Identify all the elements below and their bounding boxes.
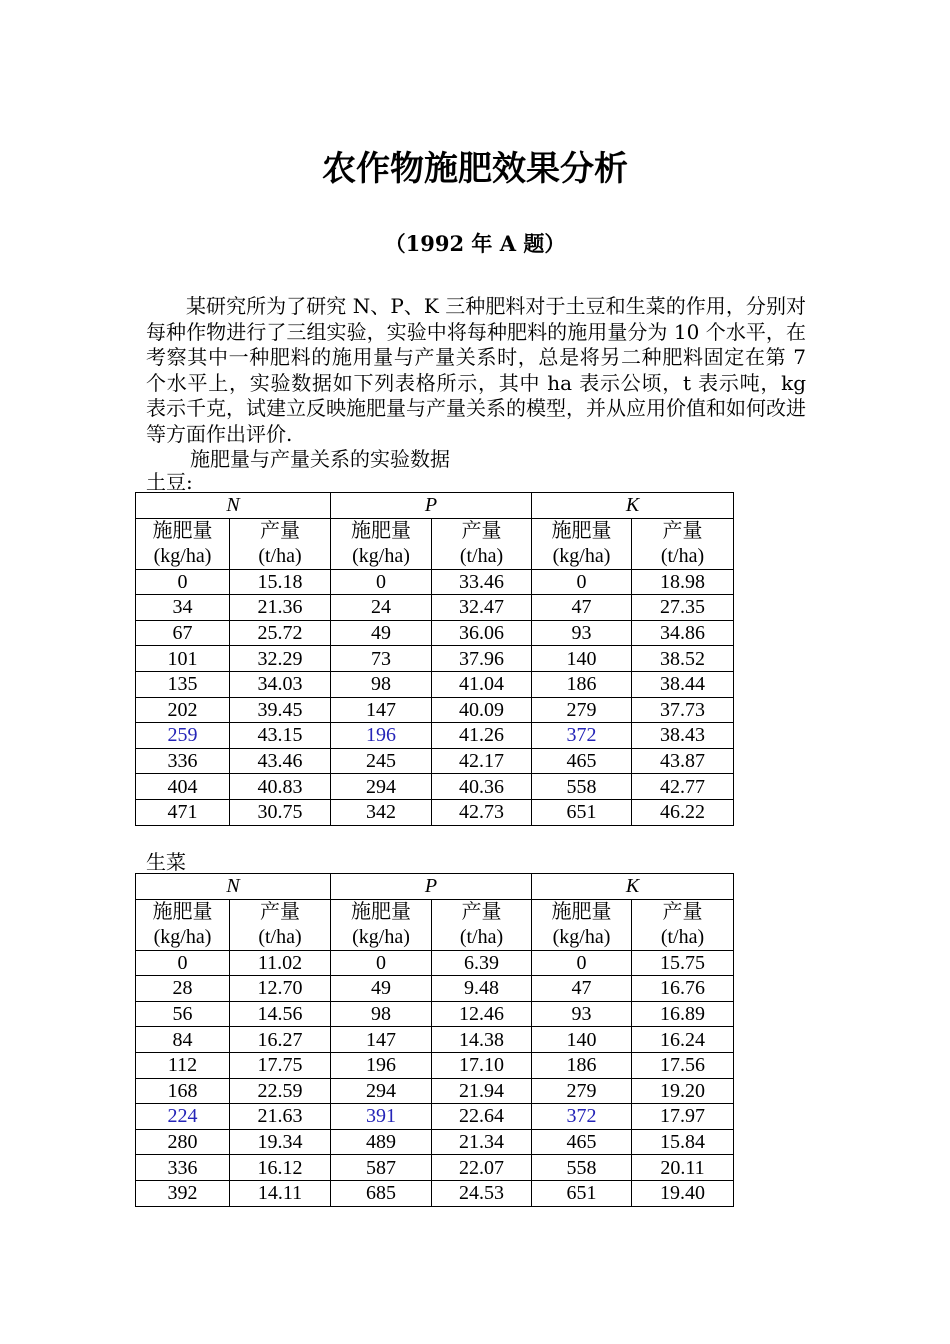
- yield-cell: 36.06: [432, 620, 532, 646]
- data-caption: 施肥量与产量关系的实验数据: [190, 447, 450, 471]
- amount-cell: 202: [136, 697, 230, 723]
- amount-cell: 342: [331, 799, 432, 825]
- yield-cell: 15.75: [632, 950, 734, 976]
- amount-cell: 0: [532, 569, 632, 595]
- yield-cell: 12.46: [432, 1001, 532, 1027]
- yield-header-label: 产量: [662, 519, 703, 542]
- table-row: [136, 1052, 734, 1078]
- yield-cell: 21.34: [432, 1129, 532, 1155]
- amount-cell: 47: [532, 976, 632, 1002]
- amount-cell: 98: [331, 671, 432, 697]
- yield-cell: 24.53: [432, 1180, 532, 1206]
- yield-header: [432, 518, 532, 569]
- amount-cell: 685: [331, 1180, 432, 1206]
- table-row: [136, 950, 734, 976]
- yield-cell: 27.35: [632, 595, 734, 621]
- table-row: [136, 671, 734, 697]
- amount-header-unit: (kg/ha): [552, 544, 611, 567]
- yield-cell: 17.97: [632, 1104, 734, 1130]
- amount-header-unit: (kg/ha): [153, 925, 212, 948]
- amount-cell: 372: [532, 1104, 632, 1130]
- group-header-p: P: [331, 493, 532, 519]
- yield-cell: 40.36: [432, 774, 532, 800]
- amount-cell: 93: [532, 1001, 632, 1027]
- potato-label: 土豆:: [146, 470, 193, 494]
- amount-cell: 259: [136, 723, 230, 749]
- amount-header: [532, 518, 632, 569]
- amount-header-label: 施肥量: [351, 519, 411, 542]
- amount-cell: 49: [331, 620, 432, 646]
- amount-header-unit: (kg/ha): [552, 925, 611, 948]
- yield-cell: 34.03: [230, 671, 331, 697]
- yield-header-label: 产量: [662, 900, 703, 923]
- yield-header-unit: (t/ha): [660, 544, 705, 567]
- yield-cell: 14.38: [432, 1027, 532, 1053]
- yield-cell: 42.17: [432, 748, 532, 774]
- table-row: [136, 646, 734, 672]
- table-row: [136, 569, 734, 595]
- amount-cell: 392: [136, 1180, 230, 1206]
- yield-cell: 16.89: [632, 1001, 734, 1027]
- yield-cell: 42.73: [432, 799, 532, 825]
- amount-cell: 28: [136, 976, 230, 1002]
- amount-header-label: 施肥量: [551, 519, 612, 542]
- yield-header-label: 产量: [461, 900, 502, 923]
- table-row: [136, 1027, 734, 1053]
- amount-cell: 651: [532, 799, 632, 825]
- amount-cell: 280: [136, 1129, 230, 1155]
- yield-header-unit: (t/ha): [660, 925, 705, 948]
- column-header-row: [136, 899, 734, 950]
- table-row: [136, 620, 734, 646]
- table-row: [136, 1104, 734, 1130]
- yield-cell: 43.15: [230, 723, 331, 749]
- amount-cell: 168: [136, 1078, 230, 1104]
- yield-cell: 32.47: [432, 595, 532, 621]
- group-header-row: [136, 874, 734, 900]
- potato-table: [135, 492, 734, 826]
- yield-header: [632, 899, 734, 950]
- yield-cell: 41.26: [432, 723, 532, 749]
- table-row: [136, 1129, 734, 1155]
- table-row: [136, 774, 734, 800]
- amount-cell: 140: [532, 1027, 632, 1053]
- group-header-k: K: [532, 493, 734, 519]
- yield-cell: 22.07: [432, 1155, 532, 1181]
- yield-cell: 42.77: [632, 774, 734, 800]
- table-row: [136, 1001, 734, 1027]
- amount-cell: 84: [136, 1027, 230, 1053]
- amount-cell: 112: [136, 1052, 230, 1078]
- amount-cell: 0: [136, 950, 230, 976]
- yield-cell: 17.75: [230, 1052, 331, 1078]
- amount-header: [532, 899, 632, 950]
- amount-cell: 489: [331, 1129, 432, 1155]
- group-header-n: N: [136, 493, 331, 519]
- amount-cell: 0: [331, 569, 432, 595]
- amount-cell: 67: [136, 620, 230, 646]
- yield-cell: 38.43: [632, 723, 734, 749]
- yield-cell: 39.45: [230, 697, 331, 723]
- amount-header: [331, 899, 432, 950]
- amount-cell: 140: [532, 646, 632, 672]
- amount-cell: 587: [331, 1155, 432, 1181]
- yield-header-unit: (t/ha): [258, 925, 302, 948]
- yield-cell: 17.56: [632, 1052, 734, 1078]
- yield-cell: 30.75: [230, 799, 331, 825]
- yield-cell: 21.63: [230, 1104, 331, 1130]
- amount-cell: 558: [532, 1155, 632, 1181]
- yield-cell: 22.59: [230, 1078, 331, 1104]
- yield-cell: 14.11: [230, 1180, 331, 1206]
- yield-cell: 11.02: [230, 950, 331, 976]
- yield-header: [230, 518, 331, 569]
- table-row: [136, 697, 734, 723]
- yield-cell: 19.34: [230, 1129, 331, 1155]
- amount-cell: 24: [331, 595, 432, 621]
- amount-cell: 147: [331, 1027, 432, 1053]
- yield-cell: 16.27: [230, 1027, 331, 1053]
- amount-cell: 49: [331, 976, 432, 1002]
- amount-header-label: 施肥量: [351, 900, 411, 923]
- problem-statement: [146, 294, 806, 448]
- table-row: [136, 723, 734, 749]
- yield-header-label: 产量: [260, 900, 300, 923]
- yield-header-label: 产量: [461, 519, 502, 542]
- yield-cell: 16.24: [632, 1027, 734, 1053]
- yield-cell: 21.94: [432, 1078, 532, 1104]
- group-header-n: N: [136, 874, 331, 900]
- amount-cell: 245: [331, 748, 432, 774]
- page-subtitle: （1992 年 A 题）: [384, 231, 566, 256]
- amount-cell: 279: [532, 697, 632, 723]
- yield-header: [230, 899, 331, 950]
- yield-cell: 25.72: [230, 620, 331, 646]
- amount-cell: 465: [532, 1129, 632, 1155]
- yield-header-unit: (t/ha): [258, 544, 302, 567]
- amount-cell: 186: [532, 671, 632, 697]
- amount-cell: 391: [331, 1104, 432, 1130]
- amount-header-label: 施肥量: [152, 900, 213, 923]
- amount-header-unit: (kg/ha): [352, 544, 410, 567]
- group-header-p: P: [331, 874, 532, 900]
- yield-header-label: 产量: [260, 519, 300, 542]
- amount-header-label: 施肥量: [152, 519, 213, 542]
- group-header-k: K: [532, 874, 734, 900]
- amount-cell: 294: [331, 774, 432, 800]
- amount-cell: 224: [136, 1104, 230, 1130]
- amount-cell: 101: [136, 646, 230, 672]
- yield-cell: 40.09: [432, 697, 532, 723]
- amount-cell: 196: [331, 1052, 432, 1078]
- amount-cell: 471: [136, 799, 230, 825]
- amount-cell: 336: [136, 748, 230, 774]
- group-header-row: [136, 493, 734, 519]
- yield-cell: 19.20: [632, 1078, 734, 1104]
- amount-cell: 465: [532, 748, 632, 774]
- amount-cell: 196: [331, 723, 432, 749]
- yield-cell: 21.36: [230, 595, 331, 621]
- yield-cell: 22.64: [432, 1104, 532, 1130]
- page-title: 农作物施肥效果分析: [322, 149, 628, 189]
- amount-cell: 372: [532, 723, 632, 749]
- yield-cell: 37.73: [632, 697, 734, 723]
- yield-cell: 17.10: [432, 1052, 532, 1078]
- yield-cell: 15.18: [230, 569, 331, 595]
- amount-cell: 98: [331, 1001, 432, 1027]
- yield-header-unit: (t/ha): [459, 544, 504, 567]
- amount-header-label: 施肥量: [551, 900, 612, 923]
- amount-cell: 294: [331, 1078, 432, 1104]
- yield-cell: 43.46: [230, 748, 331, 774]
- problem-paragraph: 某研究所为了研究 N、P、K 三种肥料对于土豆和生菜的作用，分别对每种作物进行了三组实验，实验中将每种肥料的施用量分为 10 个水平，在考察其中一种肥料的施用量与产量关系时，总是将另二种肥料固定在第 7 个水平上，实验数据如下列表格所示，其中 ha 表示公顷，t 表示吨，kg 表示千克，试建立反映施肥量与产量关系的模型，并从应用价值和如何改进等方面作出评价.: [146, 294, 806, 446]
- amount-cell: 47: [532, 595, 632, 621]
- yield-cell: 18.98: [632, 569, 734, 595]
- yield-cell: 38.44: [632, 671, 734, 697]
- amount-header: [331, 518, 432, 569]
- yield-cell: 33.46: [432, 569, 532, 595]
- yield-cell: 34.86: [632, 620, 734, 646]
- table-row: [136, 799, 734, 825]
- table-row: [136, 1180, 734, 1206]
- yield-cell: 6.39: [432, 950, 532, 976]
- yield-cell: 32.29: [230, 646, 331, 672]
- yield-cell: 38.52: [632, 646, 734, 672]
- yield-cell: 16.12: [230, 1155, 331, 1181]
- amount-cell: 651: [532, 1180, 632, 1206]
- amount-header-unit: (kg/ha): [153, 544, 212, 567]
- amount-cell: 404: [136, 774, 230, 800]
- yield-cell: 14.56: [230, 1001, 331, 1027]
- table-row: [136, 976, 734, 1002]
- amount-cell: 34: [136, 595, 230, 621]
- amount-header: [136, 518, 230, 569]
- yield-cell: 37.96: [432, 646, 532, 672]
- amount-cell: 135: [136, 671, 230, 697]
- column-header-row: [136, 518, 734, 569]
- table-row: [136, 748, 734, 774]
- yield-cell: 9.48: [432, 976, 532, 1002]
- lettuce-table: [135, 873, 734, 1207]
- amount-cell: 0: [331, 950, 432, 976]
- yield-cell: 15.84: [632, 1129, 734, 1155]
- amount-cell: 73: [331, 646, 432, 672]
- amount-cell: 56: [136, 1001, 230, 1027]
- yield-cell: 40.83: [230, 774, 331, 800]
- yield-cell: 43.87: [632, 748, 734, 774]
- amount-cell: 186: [532, 1052, 632, 1078]
- amount-cell: 0: [532, 950, 632, 976]
- amount-cell: 147: [331, 697, 432, 723]
- amount-cell: 279: [532, 1078, 632, 1104]
- amount-cell: 336: [136, 1155, 230, 1181]
- yield-header: [632, 518, 734, 569]
- yield-cell: 16.76: [632, 976, 734, 1002]
- amount-cell: 0: [136, 569, 230, 595]
- table-row: [136, 1078, 734, 1104]
- amount-cell: 558: [532, 774, 632, 800]
- table-row: [136, 1155, 734, 1181]
- yield-cell: 46.22: [632, 799, 734, 825]
- yield-cell: 41.04: [432, 671, 532, 697]
- amount-header: [136, 899, 230, 950]
- amount-cell: 93: [532, 620, 632, 646]
- amount-header-unit: (kg/ha): [352, 925, 410, 948]
- yield-header: [432, 899, 532, 950]
- yield-cell: 19.40: [632, 1180, 734, 1206]
- yield-cell: 12.70: [230, 976, 331, 1002]
- table-row: [136, 595, 734, 621]
- lettuce-label: 生菜: [146, 850, 186, 874]
- yield-cell: 20.11: [632, 1155, 734, 1181]
- yield-header-unit: (t/ha): [459, 925, 504, 948]
